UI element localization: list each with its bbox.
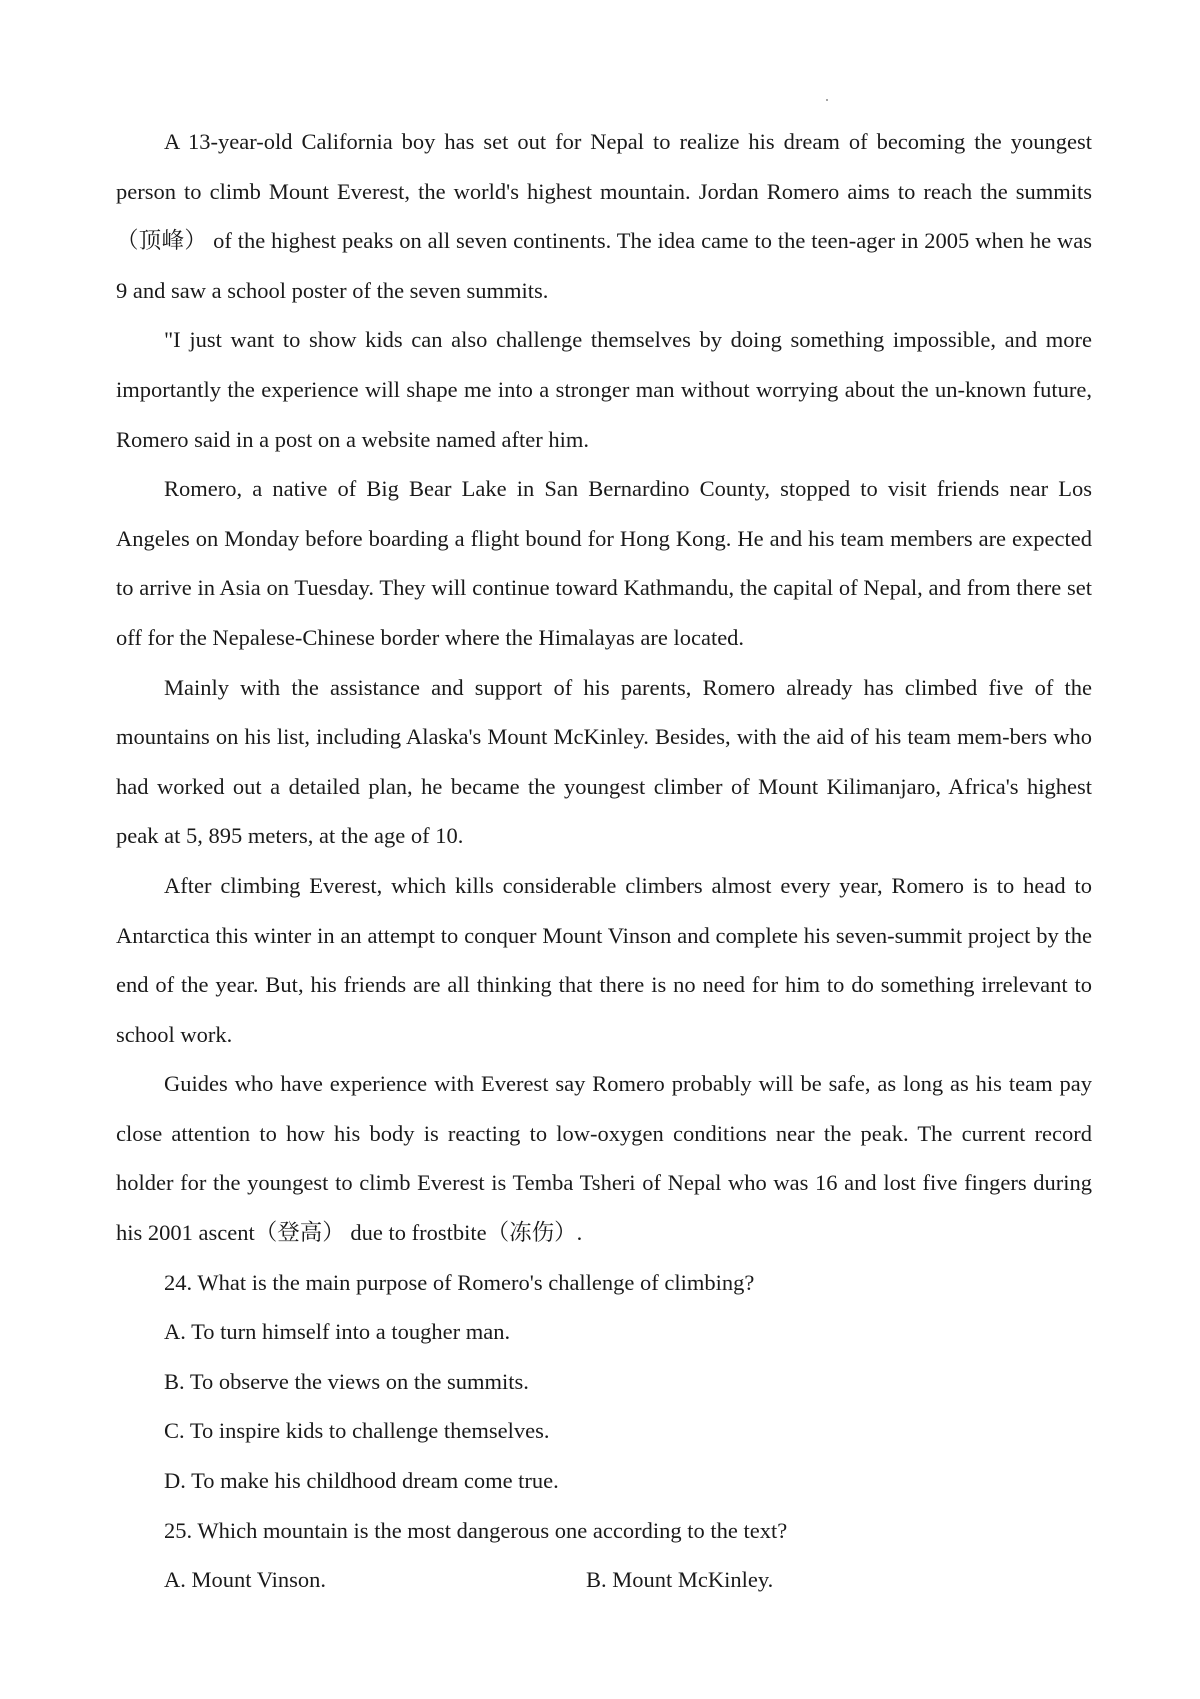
question-24 (116, 1258, 1092, 1506)
passage-paragraph-6: Guides who have experience with Everest say Romero probably will be safe, as long as his team pay close attention to how his body is reacting to low-oxygen conditions near the peak. The current record holder for the youngest to climb Everest is Temba Tsheri of Nepal who was 16 and lost five fingers during his 2001 ascent（登高） due to frostbite（冻伤）. (116, 1071, 1092, 1246)
stray-mark (826, 99, 828, 101)
option-a: A. To turn himself into a tougher man. (164, 1319, 511, 1345)
passage-paragraph-2: "I just want to show kids can also challenge themselves by doing something impossible, and more importantly the experience will shape me into a stronger man without worrying about the un-known future, Romero said in a post on a website named after him. (116, 327, 1092, 452)
passage-paragraph-5: After climbing Everest, which kills considerable climbers almost every year, Romero is to head to Antarctica this winter in an attempt to conquer Mount Vinson and complete his seven-summit project by the end of the year. But, his friends are all thinking that there is no need for him to do something irrelevant to school work. (116, 872, 1092, 1047)
passage-paragraph-4: Mainly with the assistance and support of his parents, Romero already has climbed five of the mountains on his list, including Alaska's Mount McKinley. Besides, with the aid of his team mem-bers who had worked out a detailed plan, he became the youngest climber of Mount Kilimanjaro, Africa's highest peak at 5, 895 meters, at the age of 10. (116, 674, 1092, 849)
option-b: B. Mount McKinley. (586, 1567, 774, 1593)
passage-paragraph-1: A 13-year-old California boy has set out for Nepal to realize his dream of becoming the youngest person to climb Mount Everest, the world's highest mountain. Jordan Romero aims to reach the summits（顶峰） of the highest peaks on all seven continents. The idea came to the teen-ager in 2005 when he was 9 and saw a school poster of the seven summits. (116, 129, 1092, 303)
option-c: C. To inspire kids to challenge themselves. (164, 1418, 550, 1444)
option-b: B. To observe the views on the summits. (164, 1368, 529, 1394)
question-stem: 25. Which mountain is the most dangerous one according to the text? (164, 1517, 788, 1543)
option-d: D. To make his childhood dream come true. (164, 1468, 559, 1494)
question-stem: 24. What is the main purpose of Romero's challenge of climbing? (164, 1269, 755, 1295)
reading-passage (116, 117, 1092, 1605)
option-a: A. Mount Vinson. (164, 1567, 327, 1593)
options-row (116, 1555, 1092, 1605)
question-25 (116, 1506, 1092, 1605)
passage-paragraph-3: Romero, a native of Big Bear Lake in San Bernardino County, stopped to visit friends near Los Angeles on Monday before boarding a flight bound for Hong Kong. He and his team members are expected to arrive in Asia on Tuesday. They will continue toward Kathmandu, the capital of Nepal, and from there set off for the Nepalese-Chinese border where the Himalayas are located. (116, 476, 1092, 650)
